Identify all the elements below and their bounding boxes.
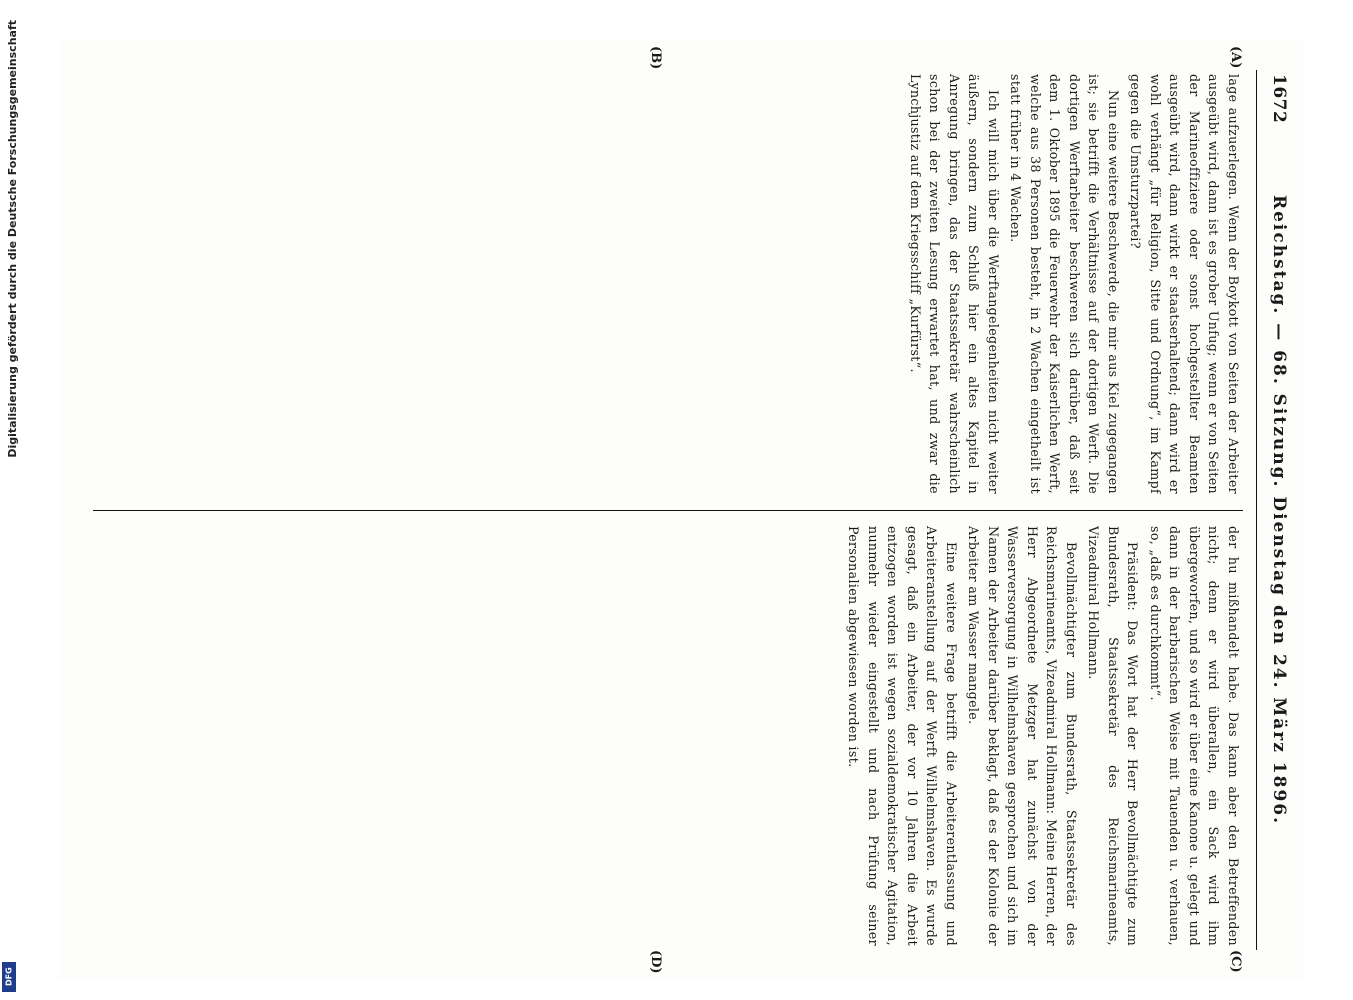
header-rule	[1256, 70, 1257, 950]
paragraph: lage aufzuerlegen. Wenn der Boykott von Seiten der Arbeiter ausgeübt wird, dann ist es grober Unfug; wenn er von Seiten der Marineoffiziere oder sonst hochgestellter Beamten ausgeübt wird, dann wirkt er staatserhaltend; dann wird er wohl verhängt „für Religion, Sitte und Ordnung“, im Kampf gegen die Umsturzpartei?	[1128, 74, 1241, 494]
margin-letter-a: (A)	[1228, 46, 1243, 69]
paragraph: Bevollmächtigter zum Bundesrath, Staatssekretär des Reichsmarineamts, Vizeadmiral Hollmann: Meine Herren, der Herr Abgeordnete Metzger hat zunächst von der Wasserversorgung in Wilhelmshaven gesprochen und sich im Namen der Arbeiter darüber beklagt, daß es der Kolonie der Arbeiter am Wasser mangele.	[966, 526, 1079, 946]
left-text-column	[93, 74, 1243, 494]
paragraph: Präsident: Das Wort hat der Herr Bevollmächtigte zum Bundesrath, Staatssekretär des Reichsmarineamts, Vizeadmiral Hollmann.	[1086, 526, 1141, 946]
margin-letter-d: (D)	[648, 950, 663, 974]
running-head: Reichstag. — 68. Sitzung. Dienstag den 24. März 1896.	[1269, 194, 1289, 826]
margin-letter-b: (B)	[648, 46, 663, 70]
paragraph: der hu mißhandelt habe. Das kann aber den Betreffenden nicht; denn er wird überallen, ein Sack wird ihm übergeworfen, und so wird er über eine Kanone u. gelegt und dann in der barbarischen Weise mit Tauenden u. verhauen, so, „daß es durchkommt“.	[1148, 526, 1241, 946]
paragraph: Nun eine weitere Beschwerde, die mir aus Kiel zugegangen ist; sie betrifft die Verhältnisse auf der dortigen Werft. Die dortigen Werftarbeiter beschweren sich darüber, daß seit dem 1. Oktober 1895 die Feuerwehr der Kaiserlichen Werft, welche aus 38 Personen besteht, in 2 Wachen eingetheilt ist statt früher in 4 Wachen.	[1008, 74, 1121, 494]
margin-letter-c: (C)	[1228, 950, 1243, 973]
digitization-credit: Digitalisierung gefördert durch die Deutsche Forschungsgemeinschaft	[6, 20, 19, 458]
page-number: 1672	[1269, 74, 1289, 124]
column-divider	[93, 510, 1243, 511]
right-text-column	[93, 526, 1243, 946]
dfg-logo: DFG	[2, 962, 16, 992]
rotated-newspaper-page	[58, 40, 1303, 980]
paragraph: Eine weitere Frage betrifft die Arbeiterentlassung und Arbeiteranstellung auf der Werft Wilhelmshaven. Es wurde gesagt, daß ein Arbeiter, der vor 10 Jahren die Arbeit entzogen worden ist wegen sozialdemokratischer Agitation, nunmehr wieder eingestellt und nach Prüfung seiner Personalien abgewiesen worden ist.	[846, 526, 959, 946]
paragraph: Ich will mich über die Werftangelegenheiten nicht weiter äußern, sondern zum Schluß hier ein altes Kapitel in Anregung bringen, das der Staatssekretär wahrscheinlich schon bei der zweiten Lesung erwartet hat, und zwar die Lynchjustiz auf dem Kriegsschiff „Kurfürst“.	[908, 74, 1001, 494]
